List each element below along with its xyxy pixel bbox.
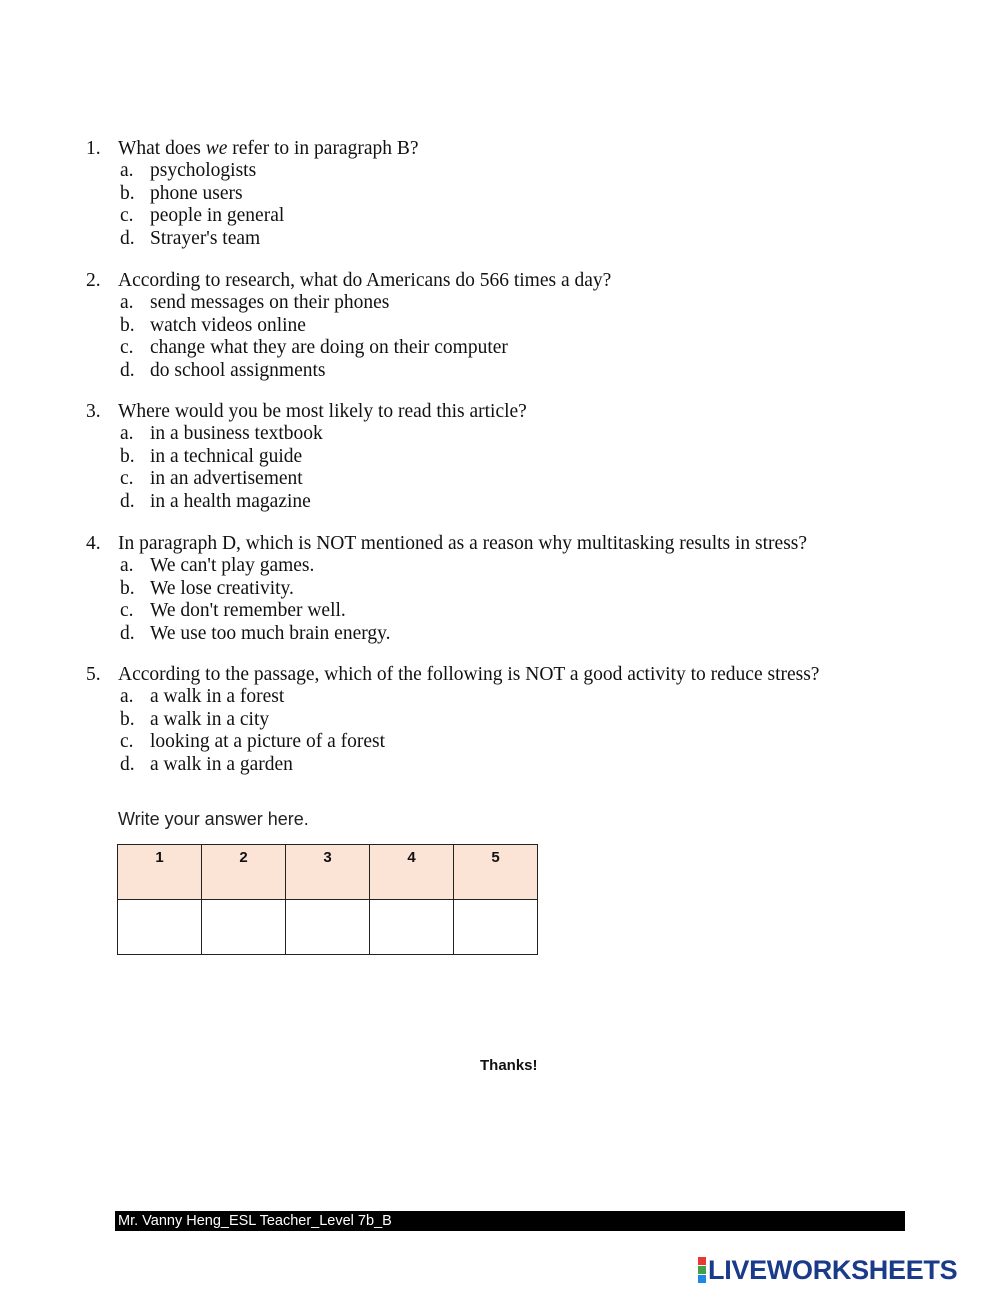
question-5 bbox=[86, 664, 846, 776]
option-letter: c. bbox=[120, 731, 134, 753]
option-text: a walk in a forest bbox=[150, 686, 285, 707]
option bbox=[86, 731, 846, 754]
option bbox=[86, 183, 846, 206]
question-text: According to research, what do Americans do 566 times a day? bbox=[118, 270, 612, 291]
option-text: looking at a picture of a forest bbox=[150, 731, 385, 753]
question-1 bbox=[86, 138, 846, 250]
option-letter: d. bbox=[120, 753, 135, 775]
option bbox=[86, 315, 846, 338]
option bbox=[86, 709, 846, 732]
question-number: 2. bbox=[86, 270, 101, 291]
footer-bar bbox=[115, 1211, 905, 1231]
option-letter: a. bbox=[120, 423, 134, 444]
option-letter: c. bbox=[120, 468, 134, 490]
option bbox=[86, 578, 846, 601]
option bbox=[86, 623, 846, 646]
question-number: 3. bbox=[86, 401, 101, 422]
question-text: In paragraph D, which is NOT mentioned as a reason why multitasking results in stress? bbox=[118, 533, 808, 554]
answer-header-4: 4 bbox=[370, 845, 454, 900]
option bbox=[86, 446, 846, 469]
option-text: watch videos online bbox=[150, 314, 306, 336]
answer-header-1: 1 bbox=[118, 845, 202, 900]
question-text: What does bbox=[118, 138, 206, 159]
answer-cell-3[interactable] bbox=[286, 900, 370, 955]
option-letter: b. bbox=[120, 445, 135, 467]
answer-header-5: 5 bbox=[454, 845, 538, 900]
answer-table-input-row bbox=[118, 900, 538, 955]
option bbox=[86, 228, 846, 251]
question-text: refer to in paragraph B? bbox=[227, 138, 419, 159]
option bbox=[86, 491, 846, 514]
question-4-stem bbox=[86, 533, 846, 555]
option-text: change what they are doing on their computer bbox=[150, 337, 508, 359]
option-letter: a. bbox=[120, 292, 134, 313]
option-text: a walk in a garden bbox=[150, 753, 293, 775]
option bbox=[86, 555, 846, 578]
option-text: send messages on their phones bbox=[150, 292, 390, 313]
option-letter: c. bbox=[120, 600, 134, 622]
option-text: people in general bbox=[150, 205, 285, 227]
answer-table bbox=[117, 844, 538, 955]
option bbox=[86, 360, 846, 383]
logo-text: LIVEWORKSHEETS bbox=[708, 1254, 958, 1285]
logo-block bbox=[698, 1266, 706, 1274]
option-text: phone users bbox=[150, 182, 243, 204]
option-text: We don't remember well. bbox=[150, 600, 346, 622]
liveworksheets-logo bbox=[698, 1254, 957, 1286]
answer-cell-2[interactable] bbox=[202, 900, 286, 955]
option-text: in a health magazine bbox=[150, 490, 311, 512]
option bbox=[86, 423, 846, 446]
option bbox=[86, 205, 846, 228]
answer-cell-4[interactable] bbox=[370, 900, 454, 955]
option-text: in an advertisement bbox=[150, 468, 303, 490]
answer-table-header-row bbox=[118, 845, 538, 900]
thanks-text: Thanks! bbox=[480, 1057, 538, 1074]
option-letter: a. bbox=[120, 555, 134, 576]
option bbox=[86, 600, 846, 623]
option-text: psychologists bbox=[150, 160, 257, 181]
option-letter: b. bbox=[120, 314, 135, 336]
question-3-stem bbox=[86, 401, 846, 423]
option-text: do school assignments bbox=[150, 359, 326, 381]
option-text: We use too much brain energy. bbox=[150, 622, 391, 644]
option-text: in a technical guide bbox=[150, 445, 303, 467]
question-text: Where would you be most likely to read this article? bbox=[118, 401, 527, 422]
answer-instruction: Write your answer here. bbox=[118, 809, 309, 829]
option-text: in a business textbook bbox=[150, 423, 323, 444]
answer-header-2: 2 bbox=[202, 845, 286, 900]
option-letter: d. bbox=[120, 622, 135, 644]
option-letter: c. bbox=[120, 337, 134, 359]
answer-cell-1[interactable] bbox=[118, 900, 202, 955]
option-letter: a. bbox=[120, 686, 134, 707]
option-letter: b. bbox=[120, 577, 135, 599]
question-text: According to the passage, which of the following is NOT a good activity to reduce stress? bbox=[118, 664, 820, 685]
answer-cell-5[interactable] bbox=[454, 900, 538, 955]
question-number: 5. bbox=[86, 664, 101, 685]
question-number: 1. bbox=[86, 138, 101, 159]
option-letter: d. bbox=[120, 227, 135, 249]
question-2 bbox=[86, 270, 846, 382]
option bbox=[86, 337, 846, 360]
question-text-italic: we bbox=[205, 138, 228, 159]
question-number: 4. bbox=[86, 533, 101, 554]
option bbox=[86, 754, 846, 777]
option-letter: b. bbox=[120, 708, 135, 730]
option-text: We can't play games. bbox=[150, 555, 315, 576]
logo-blocks-icon bbox=[698, 1257, 706, 1283]
option bbox=[86, 292, 846, 315]
logo-block bbox=[698, 1275, 706, 1283]
option-letter: b. bbox=[120, 182, 135, 204]
option bbox=[86, 686, 846, 709]
option-text: We lose creativity. bbox=[150, 577, 294, 599]
option-letter: a. bbox=[120, 160, 134, 181]
option-text: a walk in a city bbox=[150, 708, 270, 730]
question-4 bbox=[86, 533, 846, 645]
question-5-stem bbox=[86, 664, 846, 686]
question-2-stem bbox=[86, 270, 846, 292]
option bbox=[86, 160, 846, 183]
option-text: Strayer's team bbox=[150, 227, 261, 249]
option bbox=[86, 468, 846, 491]
question-1-stem bbox=[86, 138, 846, 160]
question-3 bbox=[86, 401, 846, 513]
option-letter: c. bbox=[120, 205, 134, 227]
option-letter: d. bbox=[120, 359, 135, 381]
footer-text: Mr. Vanny Heng_ESL Teacher_Level 7b_B bbox=[118, 1213, 392, 1229]
logo-block bbox=[698, 1257, 706, 1265]
option-letter: d. bbox=[120, 490, 135, 512]
answer-header-3: 3 bbox=[286, 845, 370, 900]
